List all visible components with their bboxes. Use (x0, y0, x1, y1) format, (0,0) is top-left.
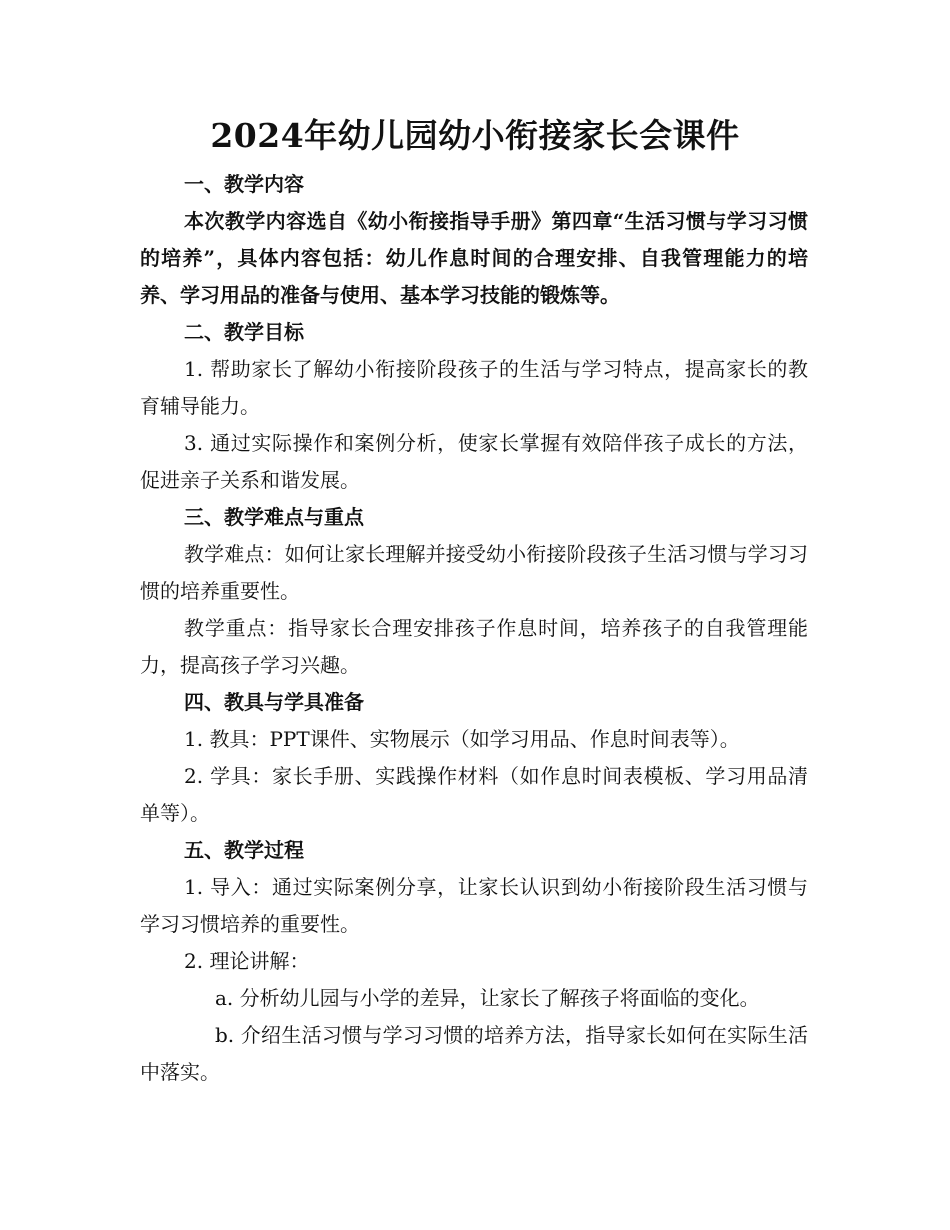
materials-item-2: 2. 学具：家长手册、实践操作材料（如作息时间表模板、学习用品清单等）。 (140, 764, 808, 825)
content-paragraph: 本次教学内容选自《幼小衔接指导手册》第四章“生活习惯与学习习惯的培养”，具体内容包括：幼儿作息时间的合理安排、自我管理能力的培养、学习用品的准备与使用、基本学习技能的锻炼等。 (140, 209, 808, 307)
goal-item-3: 3. 通过实际操作和案例分析，使家长掌握有效陪伴孩子成长的方法，促进亲子关系和谐发展。 (140, 431, 808, 492)
process-item-1: 1. 导入：通过实际案例分享，让家长认识到幼小衔接阶段生活习惯与学习习惯培养的重要性。 (140, 875, 808, 936)
goal-item-1: 1. 帮助家长了解幼小衔接阶段孩子的生活与学习特点，提高家长的教育辅导能力。 (140, 357, 808, 418)
section-heading-process: 五、教学过程 (184, 838, 304, 862)
materials-item-1: 1. 教具：PPT课件、实物展示（如学习用品、作息时间表等）。 (184, 727, 740, 751)
section-heading-difficulties: 三、教学难点与重点 (184, 505, 364, 529)
process-subitem-a: a. 分析幼儿园与小学的差异，让家长了解孩子将面临的变化。 (215, 986, 760, 1010)
document-title: 2024年幼儿园幼小衔接家长会课件 (210, 116, 740, 155)
section-heading-goals: 二、教学目标 (184, 320, 304, 344)
section-heading-content: 一、教学内容 (184, 172, 304, 196)
document-body (140, 166, 808, 1091)
key-point-paragraph: 教学重点：指导家长合理安排孩子作息时间，培养孩子的自我管理能力，提高孩子学习兴趣。 (140, 616, 808, 677)
section-heading-materials: 四、教具与学具准备 (184, 690, 364, 714)
process-item-2: 2. 理论讲解： (184, 949, 310, 973)
process-subitem-b: b. 介绍生活习惯与学习习惯的培养方法，指导家长如何在实际生活中落实。 (140, 1023, 808, 1084)
difficulty-paragraph: 教学难点：如何让家长理解并接受幼小衔接阶段孩子生活习惯与学习习惯的培养重要性。 (140, 542, 808, 603)
